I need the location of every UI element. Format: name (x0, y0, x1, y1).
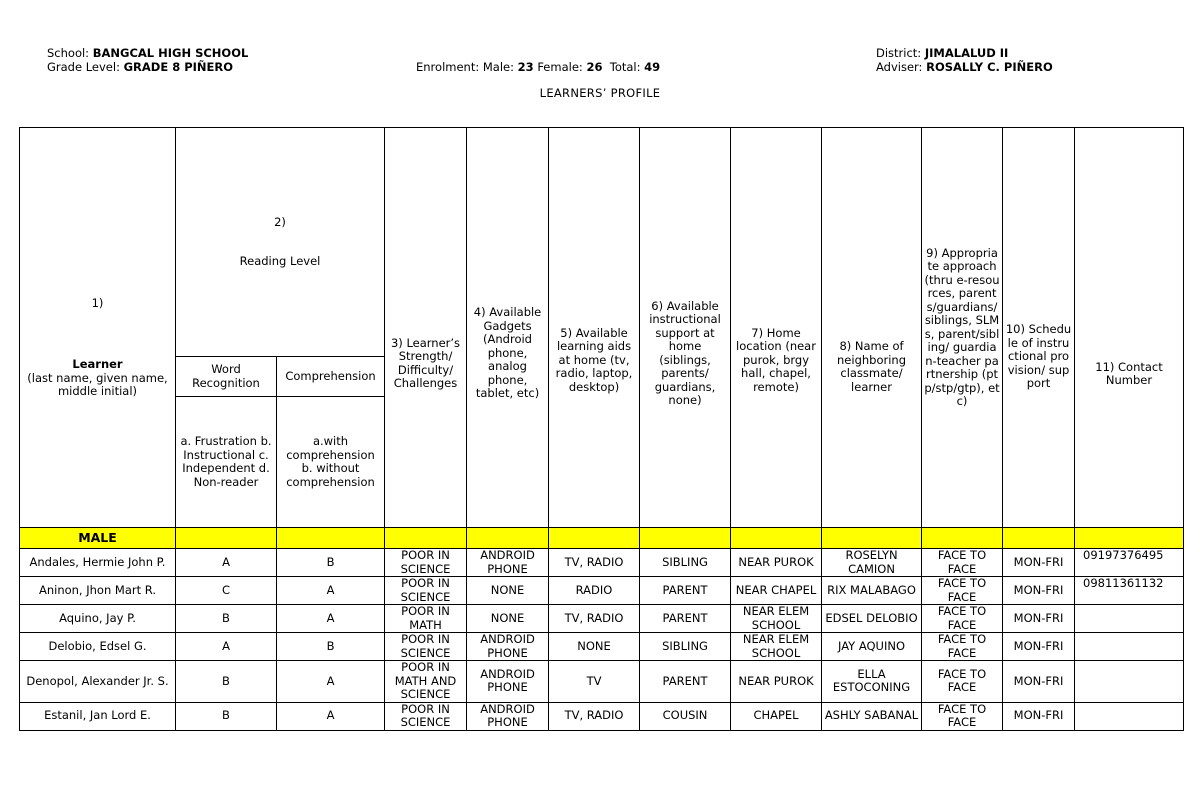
col-learner-title: Learner (72, 357, 123, 371)
comprehension-options: a.with comprehension b. without comprehension (277, 397, 385, 528)
cell-name: Delobio, Edsel G. (20, 633, 176, 661)
table-row (20, 549, 1184, 577)
cell-word: C (176, 577, 277, 605)
grade-line (47, 60, 233, 74)
enrolment-line (416, 60, 660, 74)
cell-name: Aninon, Jhon Mart R. (20, 577, 176, 605)
col-neighbor-text: 8) Name of neighboring classmate/ learner (837, 339, 907, 394)
enrol-total-value: 49 (644, 60, 661, 74)
enrol-female-value: 26 (586, 60, 603, 74)
cell-gadget: ANDROID PHONE (467, 661, 549, 703)
cell-support: PARENT (640, 605, 731, 633)
cell-strength: POOR IN MATH (385, 605, 467, 633)
cell-contact: 09811361132 (1075, 577, 1184, 605)
cell-word: B (176, 702, 277, 730)
header-row (20, 128, 1184, 357)
col-support-header (640, 128, 731, 528)
col-contact-header (1075, 128, 1184, 528)
cell-support: SIBLING (640, 549, 731, 577)
col-comprehension: Comprehension (277, 357, 385, 397)
col-schedule-header (1003, 128, 1075, 528)
col-location-text: 7) Home location (near purok, brgy hall, chapel, remote) (736, 325, 816, 394)
cell-neighbor: ELLA ESTOCONING (822, 661, 922, 703)
male-blank (922, 528, 1003, 549)
cell-strength: POOR IN SCIENCE (385, 577, 467, 605)
cell-schedule: MON-FRI (1003, 633, 1075, 661)
cell-comp: A (277, 577, 385, 605)
col-word-recognition: Word Recognition (176, 357, 277, 397)
cell-aids: RADIO (549, 577, 640, 605)
cell-schedule: MON-FRI (1003, 549, 1075, 577)
cell-aids: TV (549, 661, 640, 703)
col-learner-header (20, 128, 176, 528)
cell-schedule: MON-FRI (1003, 661, 1075, 703)
cell-gadget: ANDROID PHONE (467, 633, 549, 661)
district-value: JIMALALUD II (924, 46, 1009, 60)
enrol-male-value: 23 (517, 60, 534, 74)
col-learner-sub: (last name, given name, middle initial) (27, 370, 168, 398)
cell-name: Estanil, Jan Lord E. (20, 702, 176, 730)
male-blank (385, 528, 467, 549)
adviser-line (876, 60, 1053, 74)
cell-contact (1075, 702, 1184, 730)
table-row (20, 605, 1184, 633)
school-label: School: (47, 46, 93, 60)
col-gadgets-text: 4) Available Gadgets (Android phone, analog phone, tablet, etc) (473, 305, 542, 401)
male-blank (467, 528, 549, 549)
district-line (876, 46, 1008, 60)
cell-approach: FACE TO FACE (922, 702, 1003, 730)
learner-rows (20, 549, 1184, 731)
col-strength-header (385, 128, 467, 528)
cell-support: PARENT (640, 661, 731, 703)
cell-word: A (176, 633, 277, 661)
cell-gadget: NONE (467, 577, 549, 605)
cell-contact (1075, 605, 1184, 633)
cell-neighbor: EDSEL DELOBIO (822, 605, 922, 633)
male-blank (1003, 528, 1075, 549)
district-label: District: (876, 46, 925, 60)
cell-word: A (176, 549, 277, 577)
cell-approach: FACE TO FACE (922, 661, 1003, 703)
cell-aids: TV, RADIO (549, 702, 640, 730)
male-blank (1075, 528, 1184, 549)
cell-neighbor: ASHLY SABANAL (822, 702, 922, 730)
col-reading-header (176, 128, 385, 357)
learners-profile-table (19, 127, 1184, 731)
col-neighbor-header (822, 128, 922, 528)
col-support-text: 6) Available instructional support at home (siblings, parents/ guardians, none) (649, 298, 721, 407)
cell-neighbor: JAY AQUINO (822, 633, 922, 661)
cell-comp: B (277, 549, 385, 577)
col-reading-num: 2) (274, 214, 286, 229)
section-male-row (20, 528, 1184, 549)
male-blank (640, 528, 731, 549)
cell-schedule: MON-FRI (1003, 605, 1075, 633)
cell-schedule: MON-FRI (1003, 702, 1075, 730)
cell-comp: A (277, 605, 385, 633)
cell-support: COUSIN (640, 702, 731, 730)
cell-location: CHAPEL (731, 702, 822, 730)
adviser-label: Adviser: (876, 60, 927, 74)
cell-gadget: ANDROID PHONE (467, 549, 549, 577)
cell-comp: A (277, 661, 385, 703)
cell-aids: NONE (549, 633, 640, 661)
col-aids-header (549, 128, 640, 528)
male-blank (277, 528, 385, 549)
grade-value: GRADE 8 PIÑERO (123, 60, 234, 74)
cell-word: B (176, 661, 277, 703)
cell-location: NEAR ELEM SCHOOL (731, 633, 822, 661)
male-blank (176, 528, 277, 549)
cell-support: PARENT (640, 577, 731, 605)
section-male-label: MALE (20, 528, 176, 549)
col-schedule-text: 10) Schedule of instructional provision/ support (1005, 322, 1072, 391)
col-gadgets-header (467, 128, 549, 528)
cell-strength: POOR IN SCIENCE (385, 549, 467, 577)
cell-approach: FACE TO FACE (922, 633, 1003, 661)
cell-strength: POOR IN SCIENCE (385, 702, 467, 730)
cell-schedule: MON-FRI (1003, 577, 1075, 605)
male-blank (731, 528, 822, 549)
col-approach-text: 9) Appropriate approach (thru e-resources, parents/guardians/ siblings, SLMs, parent/sibling/ guardian-teacher partnership (ptp/stp/gtp), etc) (924, 245, 1000, 408)
cell-name: Andales, Hermie John P. (20, 549, 176, 577)
cell-location: NEAR CHAPEL (731, 577, 822, 605)
cell-comp: B (277, 633, 385, 661)
cell-location: NEAR PUROK (731, 661, 822, 703)
cell-name: Denopol, Alexander Jr. S. (20, 661, 176, 703)
table-row (20, 661, 1184, 703)
cell-support: SIBLING (640, 633, 731, 661)
col-learner-num: 1) (91, 295, 104, 310)
cell-contact (1075, 633, 1184, 661)
cell-neighbor: RIX MALABAGO (822, 577, 922, 605)
adviser-value: ROSALLY C. PIÑERO (926, 60, 1053, 74)
cell-word: B (176, 605, 277, 633)
cell-name: Aquino, Jay P. (20, 605, 176, 633)
cell-location: NEAR ELEM SCHOOL (731, 605, 822, 633)
col-approach-header (922, 128, 1003, 528)
col-strength-text: 3) Learner’s Strength/ Difficulty/ Challenges (390, 335, 461, 390)
enrol-female-label: Female: (537, 60, 587, 74)
grade-label: Grade Level: (47, 60, 124, 74)
male-blank (822, 528, 922, 549)
cell-aids: TV, RADIO (549, 605, 640, 633)
enrol-total-label: Total: (609, 60, 645, 74)
cell-aids: TV, RADIO (549, 549, 640, 577)
male-blank (549, 528, 640, 549)
table-row (20, 577, 1184, 605)
cell-strength: POOR IN MATH AND SCIENCE (385, 661, 467, 703)
cell-comp: A (277, 702, 385, 730)
col-location-header (731, 128, 822, 528)
table-row (20, 702, 1184, 730)
school-line (47, 46, 248, 60)
page-title: LEARNERS’ PROFILE (539, 86, 661, 100)
cell-contact (1075, 661, 1184, 703)
cell-approach: FACE TO FACE (922, 549, 1003, 577)
cell-gadget: NONE (467, 605, 549, 633)
cell-neighbor: ROSELYN CAMION (822, 549, 922, 577)
school-value: BANGCAL HIGH SCHOOL (92, 46, 249, 60)
col-aids-text: 5) Available learning aids at home (tv, radio, laptop, desktop) (555, 325, 633, 394)
word-recognition-options: a. Frustration b. Instructional c. Independent d. Non-reader (176, 397, 277, 528)
col-contact-text: 11) Contact Number (1095, 359, 1163, 387)
cell-approach: FACE TO FACE (922, 577, 1003, 605)
cell-strength: POOR IN SCIENCE (385, 633, 467, 661)
cell-contact: 09197376495 (1075, 549, 1184, 577)
cell-gadget: ANDROID PHONE (467, 702, 549, 730)
cell-approach: FACE TO FACE (922, 605, 1003, 633)
cell-location: NEAR PUROK (731, 549, 822, 577)
enrol-male-label: Enrolment: Male: (416, 60, 518, 74)
col-reading-title: Reading Level (239, 254, 321, 268)
table-row (20, 633, 1184, 661)
